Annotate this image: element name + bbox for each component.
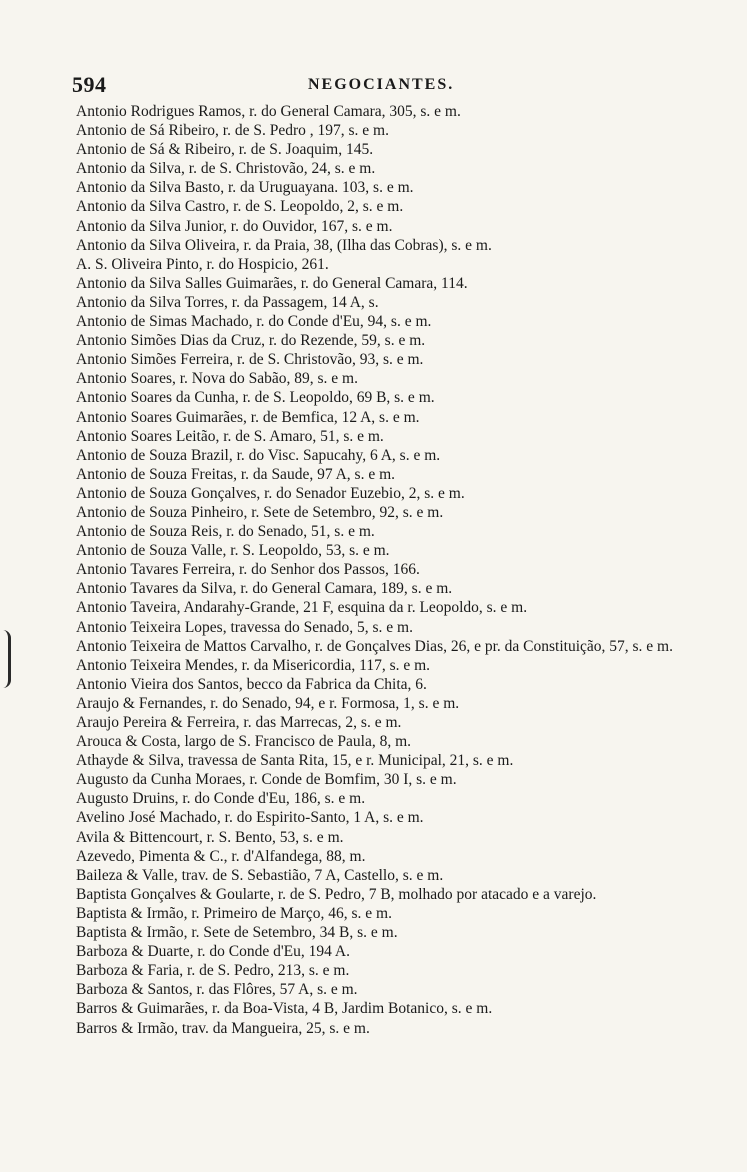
directory-entry: Antonio da Silva Torres, r. da Passagem, 14 A, s. xyxy=(76,293,379,311)
directory-entry: Araujo Pereira & Ferreira, r. das Marrecas, 2, s. e m. xyxy=(76,714,402,731)
directory-entry: Barboza & Faria, r. de S. Pedro, 213, s. e m. xyxy=(76,962,350,980)
directory-entry: Antonio Soares Leitão, r. de S. Amaro, 51, s. e m. xyxy=(76,427,384,445)
directory-entry: Antonio Soares da Cunha, r. de S. Leopoldo, 69 B, s. e m. xyxy=(76,389,435,407)
directory-entry: Azevedo, Pimenta & C., r. d'Alfandega, 88, m. xyxy=(76,847,366,865)
directory-entry: Antonio Simões Ferreira, r. de S. Christovão, 93, s. e m. xyxy=(76,351,424,369)
directory-entry: Antonio de Souza Freitas, r. da Saude, 97 A, s. e m. xyxy=(76,465,395,483)
directory-entry: Antonio Soares Guimarães, r. de Bemfica, 12 A, s. e m. xyxy=(76,408,420,426)
directory-entry: Antonio Teixeira Mendes, r. da Misericordia, 117, s. e m. xyxy=(76,656,431,674)
directory-entry: Antonio da Silva Castro, r. de S. Leopoldo, 2, s. e m. xyxy=(76,198,404,216)
directory-entry: Antonio de Souza Reis, r. do Senado, 51, s. e m. xyxy=(76,523,375,541)
page-number: 594 xyxy=(72,72,107,97)
directory-entry: Antonio de Sá & Ribeiro, r. de S. Joaquim, 145. xyxy=(76,141,374,159)
directory-entry: Antonio de Souza Pinheiro, r. Sete de Setembro, 92, s. e m. xyxy=(76,503,444,521)
directory-entry: Araujo & Fernandes, r. do Senado, 94, e r. Formosa, 1, s. e m. xyxy=(76,694,460,712)
directory-entry: Antonio Vieira dos Santos, becco da Fabrica da Chita, 6. xyxy=(76,675,427,693)
directory-entry: Antonio Teixeira Lopes, travessa do Senado, 5, s. e m. xyxy=(76,618,413,636)
directory-entry: Avelino José Machado, r. do Espirito-Santo, 1 A, s. e m. xyxy=(76,809,424,827)
directory-entry: Athayde & Silva, travessa de Santa Rita, 15, e r. Municipal, 21, s. e m. xyxy=(76,752,514,770)
directory-entry: Antonio da Silva Basto, r. da Uruguayana. 103, s. e m. xyxy=(76,179,414,197)
directory-entry: Antonio Tavares da Silva, r. do General Camara, 189, s. e m. xyxy=(76,580,453,598)
directory-entry: Baptista & Irmão, r. Primeiro de Março, 46, s. e m. xyxy=(76,904,392,922)
directory-entry: Antonio de Souza Brazil, r. do Visc. Sapucahy, 6 A, s. e m. xyxy=(76,446,441,464)
directory-entry: Barboza & Santos, r. das Flôres, 57 A, s. e m. xyxy=(76,981,358,999)
directory-entry: Baptista & Irmão, r. Sete de Setembro, 34 B, s. e m. xyxy=(76,924,398,942)
directory-entry: Antonio de Souza Gonçalves, r. do Senador Euzebio, 2, s. e m. xyxy=(76,484,465,502)
directory-entry: Barros & Irmão, trav. da Mangueira, 25, s. e m. xyxy=(76,1019,370,1037)
directory-entry: Antonio da Silva Junior, r. do Ouvidor, 167, s. e m. xyxy=(76,217,393,235)
directory-entry: Augusto da Cunha Moraes, r. Conde de Bomfim, 30 I, s. e m. xyxy=(76,771,457,789)
directory-entry: Antonio Tavares Ferreira, r. do Senhor dos Passos, 166. xyxy=(76,561,420,579)
directory-entry: Avila & Bittencourt, r. S. Bento, 53, s. e m. xyxy=(76,828,344,846)
directory-entry: Antonio Taveira, Andarahy-Grande, 21 F, esquina da r. Leopoldo, s. e m. xyxy=(76,599,528,617)
directory-entry: Augusto Druins, r. do Conde d'Eu, 186, s. e m. xyxy=(76,790,366,808)
running-head: NEGOCIANTES. xyxy=(308,76,455,93)
directory-entry: Antonio Rodrigues Ramos, r. do General Camara, 305, s. e m. xyxy=(76,103,461,120)
entry-list xyxy=(76,102,716,1038)
directory-entry: Baptista Gonçalves & Goularte, r. de S. Pedro, 7 B, molhado por atacado e a varejo. xyxy=(76,885,597,903)
directory-entry: Antonio da Silva Oliveira, r. da Praia, 38, (Ilha das Cobras), s. e m. xyxy=(76,236,492,254)
directory-entry: Antonio de Simas Machado, r. do Conde d'Eu, 94, s. e m. xyxy=(76,313,432,331)
binding-edge-mark xyxy=(0,630,11,688)
directory-entry: Barros & Guimarães, r. da Boa-Vista, 4 B, Jardim Botanico, s. e m. xyxy=(76,1000,493,1018)
directory-entry: Antonio de Sá Ribeiro, r. de S. Pedro , 197, s. e m. xyxy=(76,122,389,140)
directory-entry: Arouca & Costa, largo de S. Francisco de Paula, 8, m. xyxy=(76,733,412,751)
directory-entry: Antonio Soares, r. Nova do Sabão, 89, s. e m. xyxy=(76,370,358,388)
directory-entry: Barboza & Duarte, r. do Conde d'Eu, 194 A. xyxy=(76,943,350,961)
directory-entry: Antonio da Silva Salles Guimarães, r. do General Camara, 114. xyxy=(76,274,468,292)
directory-entry: Antonio Simões Dias da Cruz, r. do Rezende, 59, s. e m. xyxy=(76,332,426,350)
directory-entry: A. S. Oliveira Pinto, r. do Hospicio, 261. xyxy=(76,255,329,273)
directory-entry: Antonio Teixeira de Mattos Carvalho, r. de Gonçalves Dias, 26, e pr. da Constituição, 57, s. e m. xyxy=(76,637,673,655)
directory-entry: Baileza & Valle, trav. de S. Sebastião, 7 A, Castello, s. e m. xyxy=(76,866,444,884)
directory-entry: Antonio de Souza Valle, r. S. Leopoldo, 53, s. e m. xyxy=(76,542,390,560)
directory-entry: Antonio da Silva, r. de S. Christovão, 24, s. e m. xyxy=(76,160,376,178)
